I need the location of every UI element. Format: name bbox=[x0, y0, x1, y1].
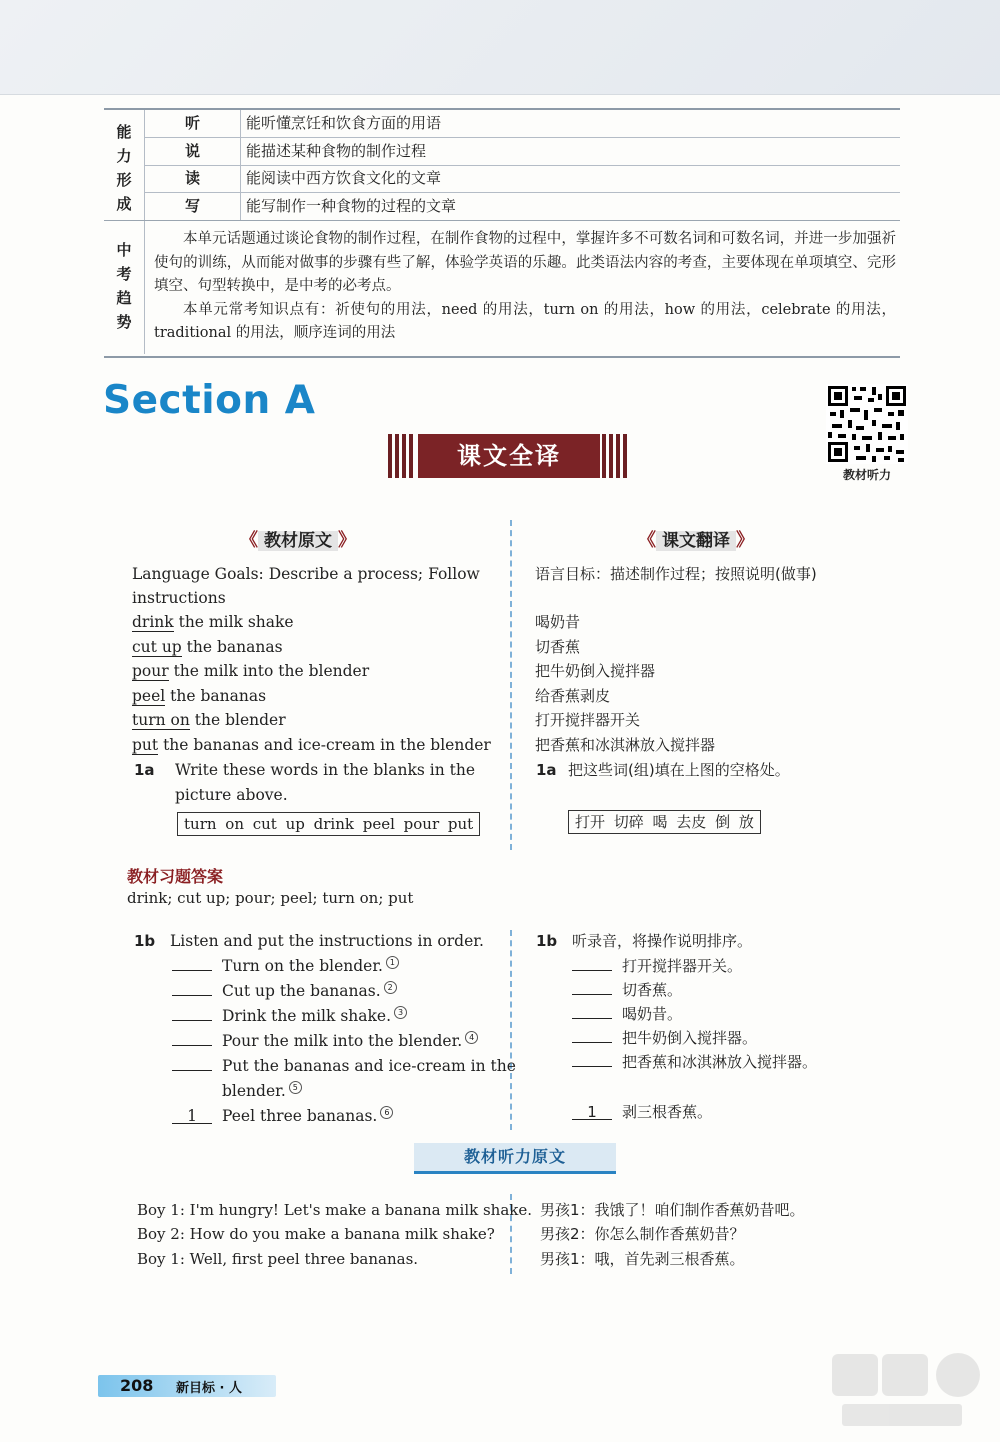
dialogue-line-zh: 男孩1：哦，首先剥三根香蕉。 bbox=[540, 1250, 745, 1268]
word-box-zh: 打开 切碎 喝 去皮 倒 放 bbox=[568, 810, 761, 834]
skill-listen: 听 bbox=[184, 114, 200, 132]
phrase-en: cut up the bananas bbox=[132, 638, 283, 656]
exercise-instruction-zh: 把这些词(组)填在上图的空格处。 bbox=[568, 761, 790, 779]
dialogue-line-en: Boy 1: I'm hungry! Let's make a banana milk shake. bbox=[137, 1201, 533, 1219]
book-label: 新目标 · 人 bbox=[176, 1381, 242, 1396]
order-item: Pour the milk into the blender. 4 bbox=[172, 1029, 478, 1053]
qr-code-icon[interactable] bbox=[826, 384, 908, 464]
exercise-instruction-en: Listen and put the instructions in order. bbox=[170, 932, 484, 950]
answer-blank[interactable] bbox=[572, 1004, 612, 1019]
phrase-en: put the bananas and ice-cream in the blender bbox=[132, 736, 491, 754]
section-banner bbox=[388, 434, 630, 478]
answer-blank[interactable] bbox=[572, 956, 612, 971]
skill-desc: 能描述某种食物的制作过程 bbox=[246, 142, 427, 160]
order-item-continued: blender. 5 bbox=[222, 1079, 302, 1103]
phrase-en: drink the milk shake bbox=[132, 613, 294, 631]
phrase-zh: 给香蕉剥皮 bbox=[535, 687, 611, 705]
order-item-zh: 1 剥三根香蕉。 bbox=[572, 1100, 712, 1124]
column-divider bbox=[510, 520, 512, 850]
exam-trend-text bbox=[154, 228, 896, 346]
skill-read: 读 bbox=[184, 169, 200, 187]
phrase-en: peel the bananas bbox=[132, 687, 267, 705]
goals-chinese: 语言目标：描述制作过程；按照说明(做事) bbox=[535, 565, 817, 583]
dialogue-line-en: Boy 2: How do you make a banana milk shake? bbox=[137, 1225, 495, 1243]
answers-text: drink; cut up; pour; peel; turn on; put bbox=[127, 889, 414, 907]
answer-blank[interactable] bbox=[572, 980, 612, 995]
top-band bbox=[0, 0, 1000, 95]
order-item: Drink the milk shake. 3 bbox=[172, 1004, 407, 1028]
exercise-instruction-en: Write these words in the blanks in the bbox=[175, 761, 475, 779]
answer-blank[interactable] bbox=[172, 981, 212, 996]
answers-heading: 教材习题答案 bbox=[127, 867, 224, 886]
order-item-zh: 喝奶昔。 bbox=[572, 1002, 682, 1026]
skill-desc: 能听懂烹饪和饮食方面的用语 bbox=[246, 114, 442, 132]
order-item: Cut up the bananas. 2 bbox=[172, 979, 397, 1003]
goals-english: Language Goals: Describe a process; Follow bbox=[132, 565, 480, 583]
page-number: 208 bbox=[120, 1376, 154, 1395]
phrase-zh: 打开搅拌器开关 bbox=[535, 711, 641, 729]
column-divider bbox=[510, 930, 512, 1130]
word-box-en: turn on cut up drink peel pour put bbox=[177, 812, 480, 836]
answer-blank[interactable] bbox=[172, 956, 212, 971]
order-item-zh: 切香蕉。 bbox=[572, 978, 682, 1002]
phrase-en: turn on the blender bbox=[132, 711, 286, 729]
exercise-instruction-zh: 听录音，将操作说明排序。 bbox=[572, 932, 753, 950]
exercise-number: 1b bbox=[134, 932, 156, 950]
order-item: Turn on the blender. 1 bbox=[172, 954, 399, 978]
order-item: 1 Peel three bananas. 6 bbox=[172, 1104, 393, 1128]
goals-english: instructions bbox=[132, 589, 226, 607]
answer-blank[interactable] bbox=[172, 1031, 212, 1046]
phrase-zh: 喝奶昔 bbox=[535, 613, 581, 631]
ability-table bbox=[104, 108, 900, 358]
order-item-zh: 打开搅拌器开关。 bbox=[572, 954, 742, 978]
answer-blank[interactable]: 1 bbox=[172, 1109, 212, 1124]
phrase-zh: 切香蕉 bbox=[535, 638, 581, 656]
trend-paragraph: 本单元话题通过谈论食物的制作过程，在制作食物的过程中，掌握许多不可数名词和可数名词，并进一步加强祈使句的训练，从而能对做事的步骤有些了解，体验学英语的乐趣。此类语法内容的考查，主要体现在单项填空、完形填空、句型转换中，是中考的必考点。 bbox=[154, 231, 896, 294]
exercise-number: 1a bbox=[134, 761, 155, 779]
dialogue-line-zh: 男孩1：我饿了！咱们制作香蕉奶昔吧。 bbox=[540, 1201, 805, 1219]
exercise-number: 1a bbox=[536, 761, 557, 779]
listening-script-heading: 教材听力原文 bbox=[414, 1143, 616, 1174]
answer-blank[interactable] bbox=[172, 1006, 212, 1021]
skill-speak: 说 bbox=[184, 142, 200, 160]
order-item-zh: 把牛奶倒入搅拌器。 bbox=[572, 1026, 757, 1050]
order-item: Put the bananas and ice-cream in the bbox=[172, 1054, 516, 1078]
skill-desc: 能写制作一种食物的过程的文章 bbox=[246, 197, 457, 215]
phrase-zh: 把香蕉和冰淇淋放入搅拌器 bbox=[535, 736, 716, 754]
banner-title: 课文全译 bbox=[418, 434, 600, 478]
right-column-heading: 《 课文翻译 》 bbox=[638, 530, 754, 551]
exercise-instruction-en: picture above. bbox=[175, 786, 288, 804]
trend-category-label: 中 考 趋 势 bbox=[116, 241, 132, 331]
phrase-en: pour the milk into the blender bbox=[132, 662, 370, 680]
section-title: Section A bbox=[103, 378, 316, 423]
qr-caption: 教材听力 bbox=[842, 468, 891, 482]
order-item-zh: 把香蕉和冰淇淋放入搅拌器。 bbox=[572, 1050, 817, 1074]
dialogue-line-zh: 男孩2：你怎么制作香蕉奶昔？ bbox=[540, 1225, 745, 1243]
answer-blank[interactable] bbox=[172, 1056, 212, 1071]
ability-category-label: 能 力 形 成 bbox=[116, 123, 132, 213]
trend-paragraph: 本单元常考知识点有：祈使句的用法，need 的用法，turn on 的用法，how 的用法，celebrate 的用法，traditional 的用法，顺序连词的用法 bbox=[154, 301, 896, 341]
answer-blank[interactable] bbox=[572, 1028, 612, 1043]
skill-desc: 能阅读中西方饮食文化的文章 bbox=[246, 169, 442, 187]
left-column-heading: 《 教材原文 》 bbox=[240, 530, 356, 551]
answer-blank[interactable] bbox=[572, 1052, 612, 1067]
answer-blank[interactable]: 1 bbox=[572, 1105, 612, 1120]
skill-write: 写 bbox=[184, 197, 200, 215]
exercise-number: 1b bbox=[536, 932, 558, 950]
dialogue-line-en: Boy 1: Well, first peel three bananas. bbox=[137, 1250, 419, 1268]
watermark-logo bbox=[812, 1348, 990, 1432]
phrase-zh: 把牛奶倒入搅拌器 bbox=[535, 662, 656, 680]
